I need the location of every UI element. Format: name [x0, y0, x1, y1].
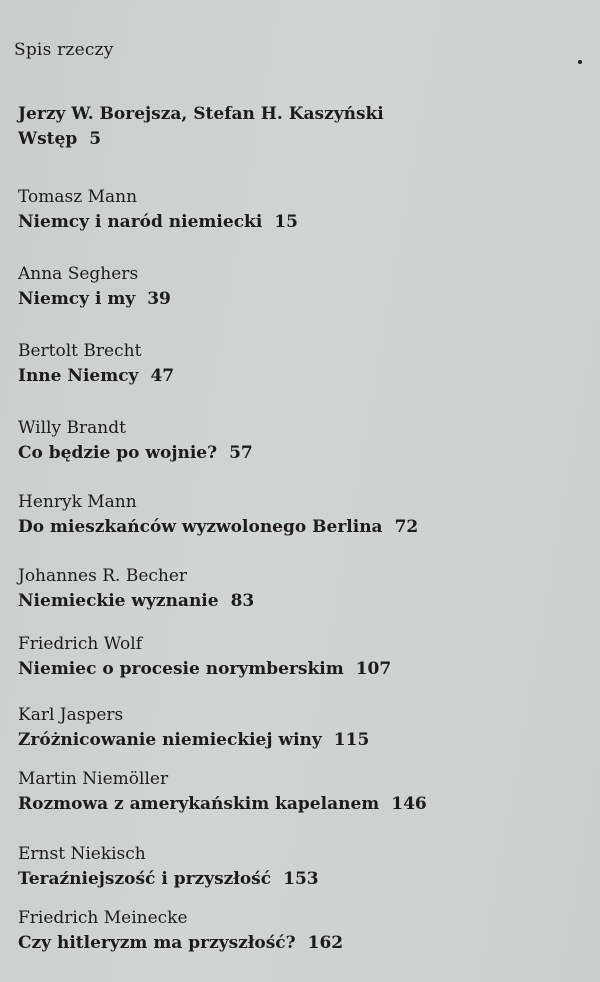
toc-entry	[18, 102, 578, 152]
toc-entry	[18, 842, 578, 892]
entry-title-line	[18, 931, 578, 956]
entry-author: Jerzy W. Borejsza, Stefan H. Kaszyński	[18, 104, 384, 124]
printed-dot	[578, 60, 582, 64]
toc-entry	[18, 490, 578, 540]
toc-entry	[18, 906, 578, 956]
entry-author: Friedrich Wolf	[18, 634, 143, 654]
entry-page-number: 57	[229, 443, 253, 463]
entry-title: Czy hitleryzm ma przyszłość?	[18, 933, 296, 953]
entry-title-line	[18, 364, 578, 389]
entry-title: Wstęp	[18, 129, 78, 149]
entry-page-number: 162	[307, 933, 344, 953]
entry-title: Co będzie po wojnie?	[18, 443, 218, 463]
entry-author: Friedrich Meinecke	[18, 908, 188, 928]
entry-author: Ernst Niekisch	[18, 844, 146, 864]
entry-author: Anna Seghers	[18, 264, 139, 284]
entry-author: Willy Brandt	[18, 418, 126, 438]
toc-entry	[18, 632, 578, 682]
entry-title: Niemieckie wyznanie	[18, 591, 219, 611]
entry-title-line	[18, 127, 578, 152]
toc-entry	[18, 564, 578, 614]
entry-title: Niemcy i naród niemiecki	[18, 212, 263, 232]
toc-entry	[18, 416, 578, 466]
entry-page-number: 15	[274, 212, 298, 232]
toc-entry	[18, 262, 578, 312]
entry-title: Niemcy i my	[18, 289, 136, 309]
entry-title: Teraźniejszość i przyszłość	[18, 869, 272, 889]
entry-title-line	[18, 441, 578, 466]
entry-title-line	[18, 657, 578, 682]
entry-title-line	[18, 589, 578, 614]
entry-page-number: 47	[150, 366, 175, 386]
entry-author: Bertolt Brecht	[18, 341, 142, 361]
entry-title: Inne Niemcy	[18, 366, 139, 386]
entry-page-number: 153	[283, 869, 319, 889]
toc-entry	[18, 767, 578, 817]
entry-title-line	[18, 287, 578, 312]
entry-title: Niemiec o procesie norymberskim	[18, 659, 344, 679]
entry-author: Martin Niemöller	[18, 769, 169, 789]
toc-entry	[18, 185, 578, 235]
entry-page-number: 146	[391, 794, 427, 814]
entry-page-number: 107	[355, 659, 392, 679]
entry-page-number: 115	[333, 730, 370, 750]
entry-page-number: 83	[230, 591, 255, 611]
entry-page-number: 72	[394, 517, 419, 537]
entry-title-line	[18, 728, 578, 753]
entry-page-number: 39	[147, 289, 171, 309]
toc-heading: Spis rzeczy	[14, 40, 114, 60]
entry-author: Tomasz Mann	[18, 187, 138, 207]
entry-author: Henryk Mann	[18, 492, 137, 512]
toc-entry	[18, 703, 578, 753]
entry-title: Zróżnicowanie niemieckiej winy	[18, 730, 322, 750]
entry-title-line	[18, 792, 578, 817]
entry-author: Karl Jaspers	[18, 705, 124, 725]
entry-page-number: 5	[89, 129, 102, 149]
entry-title: Do mieszkańców wyzwolonego Berlina	[18, 517, 383, 537]
toc-entry	[18, 339, 578, 389]
entry-title-line	[18, 515, 578, 540]
entry-title: Rozmowa z amerykańskim kapelanem	[18, 794, 380, 814]
entry-title-line	[18, 210, 578, 235]
entry-title-line	[18, 867, 578, 892]
entry-author: Johannes R. Becher	[18, 566, 188, 586]
